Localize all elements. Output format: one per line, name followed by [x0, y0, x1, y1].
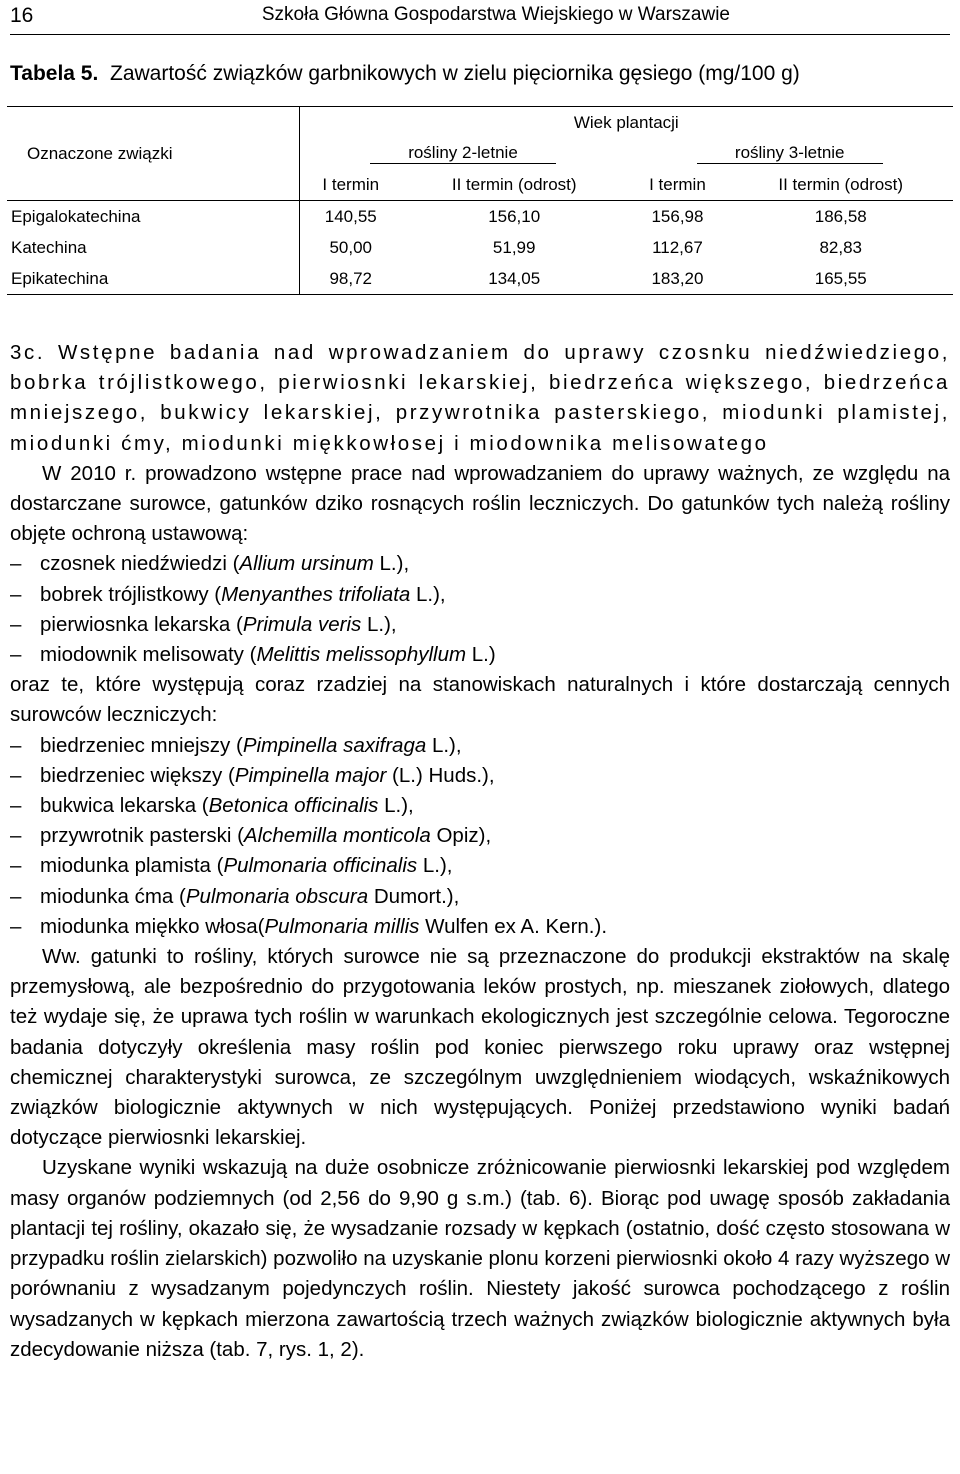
- mid-paragraph: oraz te, które występują coraz rzadziej na stanowiskach naturalnych i które dostarczają cennych surowców leczniczych:: [10, 673, 950, 727]
- running-header: [10, 0, 950, 35]
- table-label: Tabela 5.: [10, 62, 99, 85]
- list-item: – przywrotnik pasterski (Alchemilla monticola Opiz),: [10, 821, 950, 851]
- table-cell: 156,98: [651, 206, 704, 226]
- table-cell: 112,67: [652, 237, 703, 257]
- list-item: – biedrzeniec mniejszy (Pimpinella saxifraga L.),: [10, 731, 950, 761]
- institution-name: Szkoła Główna Gospodarstwa Wiejskiego w Warszawie: [261, 4, 730, 25]
- row-label: Epikatechina: [7, 263, 299, 295]
- table-row: [7, 232, 953, 263]
- section-heading: 3c. Wstępne badania nad wprowadzaniem do uprawy czosnku niedźwiedziego, bobrka trójlistkowego, pierwiosnki lekarskiej, biedrzeńca większego, biedrzeńca mniejszego, bukwicy lekarskiej, przywrotnika pasterskiego, miodunki plamistej, miodunki ćmy, miodunki miękkowłosej i miodownika melisowatego: [10, 341, 950, 455]
- paragraph: Uzyskane wyniki wskazują na duże osobnicze zróżnicowanie pierwiosnki lekarskiej pod względem masy organów podziemnych (od 2,56 do 9,90 g s.m.) (tab. 6). Biorąc pod uwagę sposób zakładania plantacji tej rośliny, okazało się, że wysadzanie rozsady w kępkach (ostatnio, dość często stosowana w przypadku roślin zielarskich) pozwoliło na uzyskanie plonu korzeni pierwiosnki około 4 razy wyższego w porównaniu z wysadzanym pojedynczych roślin. Niestety jakość surowca pochodzącego z roślin wysadzanych w kępkach mierzona zawartością trzech ważnych związków biologicznie aktywnych była zdecydowanie niższa (tab. 7, rys. 1, 2).: [10, 1156, 951, 1361]
- list-item: – pierwiosnka lekarska (Primula veris L.),: [10, 610, 950, 640]
- table-row: [7, 263, 953, 295]
- list-item: – miodownik melisowaty (Melittis melissophyllum L.): [10, 640, 950, 670]
- list-item: – bukwica lekarska (Betonica officinalis L.),: [10, 791, 950, 821]
- list-item: – czosnek niedźwiedzi (Allium ursinum L.),: [10, 549, 950, 579]
- list-item: – miodunka plamista (Pulmonaria officinalis L.),: [10, 851, 950, 881]
- list-item: – bobrek trójlistkowy (Menyanthes trifoliata L.),: [10, 580, 950, 610]
- table-cell: 98,72: [299, 263, 402, 295]
- subgroup-header-3yr: rośliny 3-letnie: [626, 138, 953, 169]
- protected-species-list: [10, 549, 950, 670]
- page-number: 16: [10, 4, 34, 27]
- subgroup-header-2yr: rośliny 2-letnie: [299, 138, 626, 169]
- term-header: I termin: [626, 169, 728, 201]
- table-cell: 51,99: [492, 237, 536, 257]
- table-cell: 134,05: [402, 263, 626, 295]
- row-label: Epigalokatechina: [7, 201, 299, 233]
- list-item: – miodunka ćma (Pulmonaria obscura Dumort.),: [10, 882, 950, 912]
- table-row: [7, 201, 953, 233]
- table-title: Zawartość związków garbnikowych w zielu pięciornika gęsiego (mg/100 g): [110, 62, 800, 85]
- row-label: Katechina: [7, 232, 299, 263]
- paragraph: Ww. gatunki to rośliny, których surowce nie są przeznaczone do produkcji ekstraktów na skalę przemysłową, ale bezpośrednio do przygotowania leków prostych, np. mieszanek ziołowych, dlatego też wydaje się, że uprawa tych roślin w warunkach ekologicznych jest szczególnie celowa. Tegoroczne badania dotyczyły określenia masy roślin pod koniec pierwszego roku uprawy oraz wstępnej chemicznej charakterystyki surowca, ze szczególnym uwzględnieniem wiodących, wskaźnikowych związków biologicznie aktywnych w nich występujących. Poniżej przedstawiono wyniki badań dotyczące pierwiosnki lekarskiej.: [10, 945, 950, 1150]
- table-cell: 50,00: [329, 237, 373, 257]
- body-text: [10, 338, 950, 1365]
- column-header-compounds: Oznaczone związki: [7, 107, 299, 201]
- list-item: – biedrzeniec większy (Pimpinella major (L.) Huds.),: [10, 761, 950, 791]
- table-cell: 140,55: [324, 206, 377, 226]
- group-header-plantation-age: Wiek plantacji: [299, 107, 953, 139]
- intro-paragraph: W 2010 r. prowadzono wstępne prace nad wprowadzaniem do uprawy ważnych, ze względu na dostarczane surowce, gatunków dziko rosnących roślin leczniczych. Do gatunków tych należą rośliny objęte ochroną ustawową:: [10, 461, 950, 546]
- term-header: II termin (odrost): [402, 169, 626, 201]
- table-cell: 156,10: [488, 206, 541, 226]
- term-header: I termin: [299, 169, 402, 201]
- table-cell: 165,55: [728, 263, 953, 295]
- table-cell: 183,20: [626, 263, 728, 295]
- table-caption: [10, 62, 800, 86]
- rare-species-list: [10, 731, 950, 942]
- term-header: II termin (odrost): [728, 169, 953, 201]
- table-cell: 82,83: [819, 237, 862, 257]
- list-item: – miodunka miękko włosa(Pulmonaria millis Wulfen ex A. Kern.).: [10, 912, 950, 942]
- table-cell: 186,58: [814, 206, 867, 226]
- data-table: [7, 106, 953, 295]
